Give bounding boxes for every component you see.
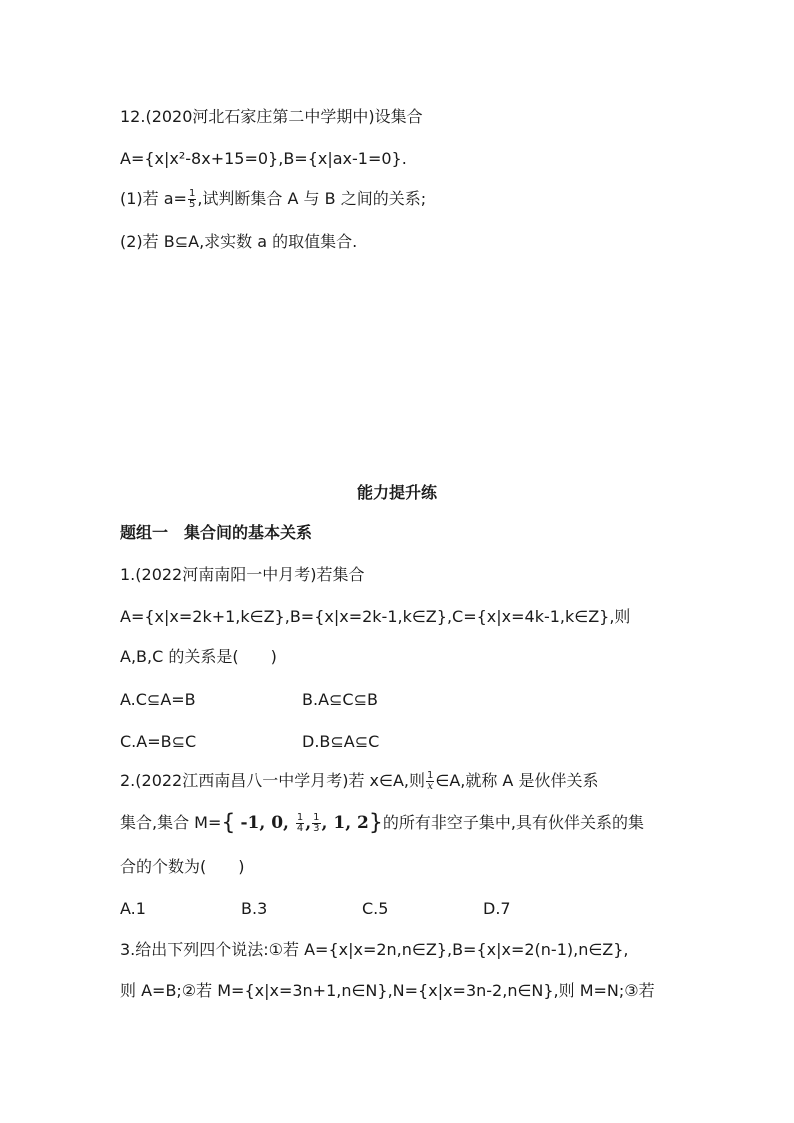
section-title: 能力提升练 — [356, 483, 437, 502]
set-close-brace: } — [368, 810, 383, 836]
q1-option-d: D.B⊆A⊆C — [302, 732, 380, 751]
q1-ask: A,B,C 的关系是( ) — [120, 647, 277, 666]
q2-option-d: D.7 — [483, 899, 511, 918]
set-elements-1: -1, 0, — [240, 813, 295, 833]
group-title: 题组一 集合间的基本关系 — [120, 523, 313, 542]
q2-option-b: B.3 — [241, 899, 268, 918]
q2-frac-num: 1 — [427, 770, 434, 781]
q12-title: 12.(2020河北石家庄第二中学期中)设集合 — [120, 107, 423, 126]
q12-part1-pre: (1)若 a= — [120, 189, 187, 208]
q12-sets: A={x|x²-8x+15=0},B={x|ax-1=0}. — [120, 149, 407, 168]
q2-pre: 2.(2022江西南昌八一中学月考)若 x∈A,则 — [120, 771, 425, 790]
q1-option-b: B.A⊆C⊆B — [302, 690, 378, 709]
q12-frac-num: 1 — [188, 188, 196, 199]
q2-line2-post: 的所有非空子集中,具有伙伴关系的集 — [382, 813, 644, 832]
q3-line2: 则 A=B;②若 M={x|x=3n+1,n∈N},N={x|x=3n-2,n∈N},则 M=N;③若 — [120, 981, 655, 1000]
q2-fraction — [426, 771, 434, 792]
q3-line1: 3.给出下列四个说法:①若 A={x|x=2n,n∈Z},B={x|x=2(n-1),n∈Z}, — [120, 940, 629, 959]
set-fraction-quarter — [296, 813, 304, 834]
q12-fraction — [188, 189, 196, 210]
q2-line2-pre: 集合,集合 M= — [120, 813, 222, 832]
third-num: 1 — [313, 812, 320, 823]
q2-post: ∈A,就称 A 是伙伴关系 — [435, 771, 599, 790]
quarter-num: 1 — [296, 812, 304, 823]
set-open-brace: { — [221, 810, 236, 836]
set-fraction-third — [312, 813, 320, 834]
q2-frac-den: x — [427, 781, 433, 792]
q12-part1 — [120, 188, 426, 210]
q1-option-c: C.A=B⊆C — [120, 732, 197, 751]
q2-line2: 集合,集合 M={ -1, 0, $\frac{1}{4}$ , $\frac{1}{3}$ , 1, 2}的所有非空子集中,具有伙伴关系的集 — [120, 810, 644, 836]
q2-option-c: C.5 — [362, 899, 389, 918]
third-den: 3 — [313, 823, 320, 834]
quarter-den: 4 — [296, 823, 304, 834]
q1-title: 1.(2022河南南阳一中月考)若集合 — [120, 565, 365, 584]
q1-option-a: A.C⊆A=B — [120, 690, 196, 709]
q2-option-a: A.1 — [120, 899, 146, 918]
q1-sets: A={x|x=2k+1,k∈Z},B={x|x=2k-1,k∈Z},C={x|x=4k-1,k∈Z},则 — [120, 607, 631, 626]
q12-part1-post: ,试判断集合 A 与 B 之间的关系; — [197, 189, 427, 208]
q2-line1 — [120, 770, 598, 792]
q2-line3: 合的个数为( ) — [120, 857, 245, 876]
q12-frac-den: 5 — [188, 199, 196, 210]
set-elements-2: , 1, 2 — [321, 813, 369, 833]
q12-part2: (2)若 B⊆A,求实数 a 的取值集合. — [120, 232, 358, 251]
